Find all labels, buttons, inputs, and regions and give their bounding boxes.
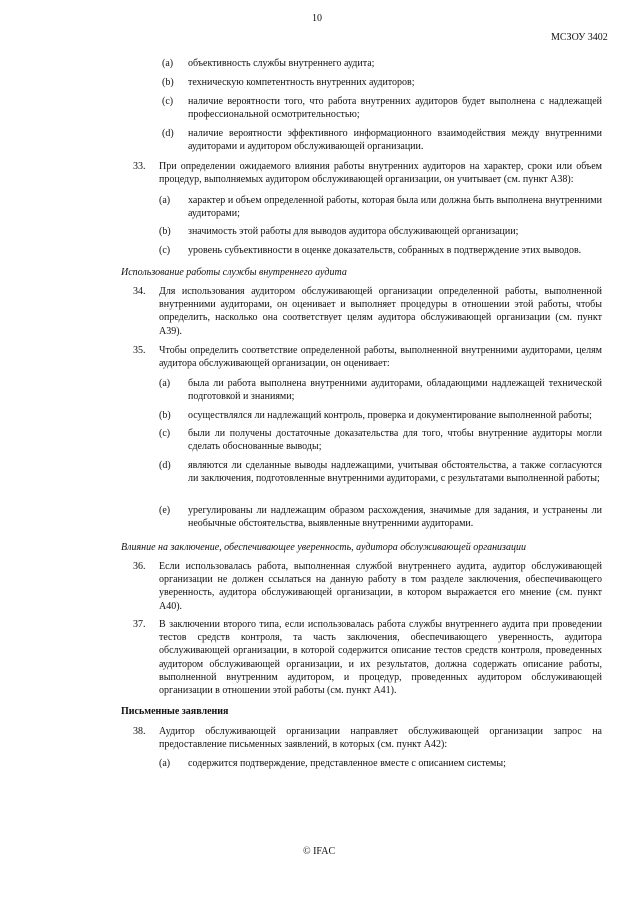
list-item: (b) осуществлялся ли надлежащий контроль, проверка и документирование выполненной работы; [159,410,592,421]
page-number: 10 [312,13,322,24]
paragraph-33: 33. При определении ожидаемого влияния работы внутренних аудиторов на характер, сроки или объем процедур, выполняемых аудитором обслуживающей организации, он учитывает (см. пункт А38): [133,161,602,186]
list-item: (d) наличие вероятности эффективного информационного взаимодействия между внутренними аудиторами и аудитором обслуживающей организации. [162,128,602,153]
paragraph-37: 37. В заключении второго типа, если использовалась работа службы внутреннего аудита при проведении тестов средств контроля, та часть заключения, обеспечивающего уверенность, аудитора обслуживающей организации, в которой содержится описание тестов средств контроля, проведенных аудитором обслуживающей организации, и их результатов, должна содержать описание работы, выполненной внутренним аудитором, и процедур, проведенных аудитором обслуживающей организации в отношении этой работы (см. пункт А41). [133,619,602,697]
section-heading-written-representations: Письменные заявления [121,706,229,717]
list-item: (e) урегулированы ли надлежащим образом расхождения, значимые для задания, и устранены ли необычные обстоятельства, выявленные внутренними аудиторами. [159,505,602,530]
paragraph-38: 38. Аудитор обслуживающей организации направляет обслуживающей организации запрос на предоставление письменных заявлений, в которых (см. пункт А42): [133,726,602,751]
section-heading-influence-on-report: Влияние на заключение, обеспечивающее уверенность, аудитора обслуживающей организации [121,542,526,553]
list-item: (a) содержится подтверждение, представленное вместе с описанием системы; [159,758,506,769]
paragraph-34: 34. Для использования аудитором обслуживающей организации определенной работы, выполненной внутренними аудиторами, он оценивает и выполняет процедуры в отношении этой работы, чтобы определить, насколько она соответствует целям аудитора обслуживающей организации (см. пункт А39). [133,286,602,337]
list-item: (c) наличие вероятности того, что работа внутренних аудиторов будет выполнена с надлежащей профессиональной осмотрительностью; [162,96,602,121]
list-item: (d) являются ли сделанные выводы надлежащими, учитывая обстоятельства, а также согласуются ли заключения, подготовленные внутренними аудиторами, с результатами выполненной работы; [159,460,602,485]
list-item: (c) уровень субъективности в оценке доказательств, собранных в подтверждение этих выводов. [159,245,582,256]
footer-copyright: © IFAC [303,846,336,857]
document-code: МСЗОУ 3402 [551,32,608,43]
section-heading-use-of-internal-audit: Использование работы службы внутреннего аудита [121,267,347,278]
list-item: (a) характер и объем определенной работы, которая была или должна быть выполнена внутренними аудиторами; [159,195,602,220]
list-item: (c) были ли получены достаточные доказательства для того, чтобы внутренние аудиторы могли сделать обоснованные выводы; [159,428,602,453]
list-item: (b) значимость этой работы для выводов аудитора обслуживающей организации; [159,226,519,237]
paragraph-36: 36. Если использовалась работа, выполненная службой внутреннего аудита, аудитор обслуживающей организации не должен ссылаться на данную работу в том разделе заключения, обеспечивающего уверенность, аудитора обслуживающей организации, в котором выражается его мнение (см. пункт А40). [133,561,602,612]
list-item: (b) техническую компетентность внутренних аудиторов; [162,77,415,88]
paragraph-35: 35. Чтобы определить соответствие определенной работы, выполненной внутренними аудиторами, целям аудитора обслуживающей организации, он оценивает: [133,345,602,370]
list-item: (a) объективность службы внутреннего аудита; [162,58,375,69]
list-item: (a) была ли работа выполнена внутренними аудиторами, обладающими надлежащей технической подготовкой и знаниями; [159,378,602,403]
